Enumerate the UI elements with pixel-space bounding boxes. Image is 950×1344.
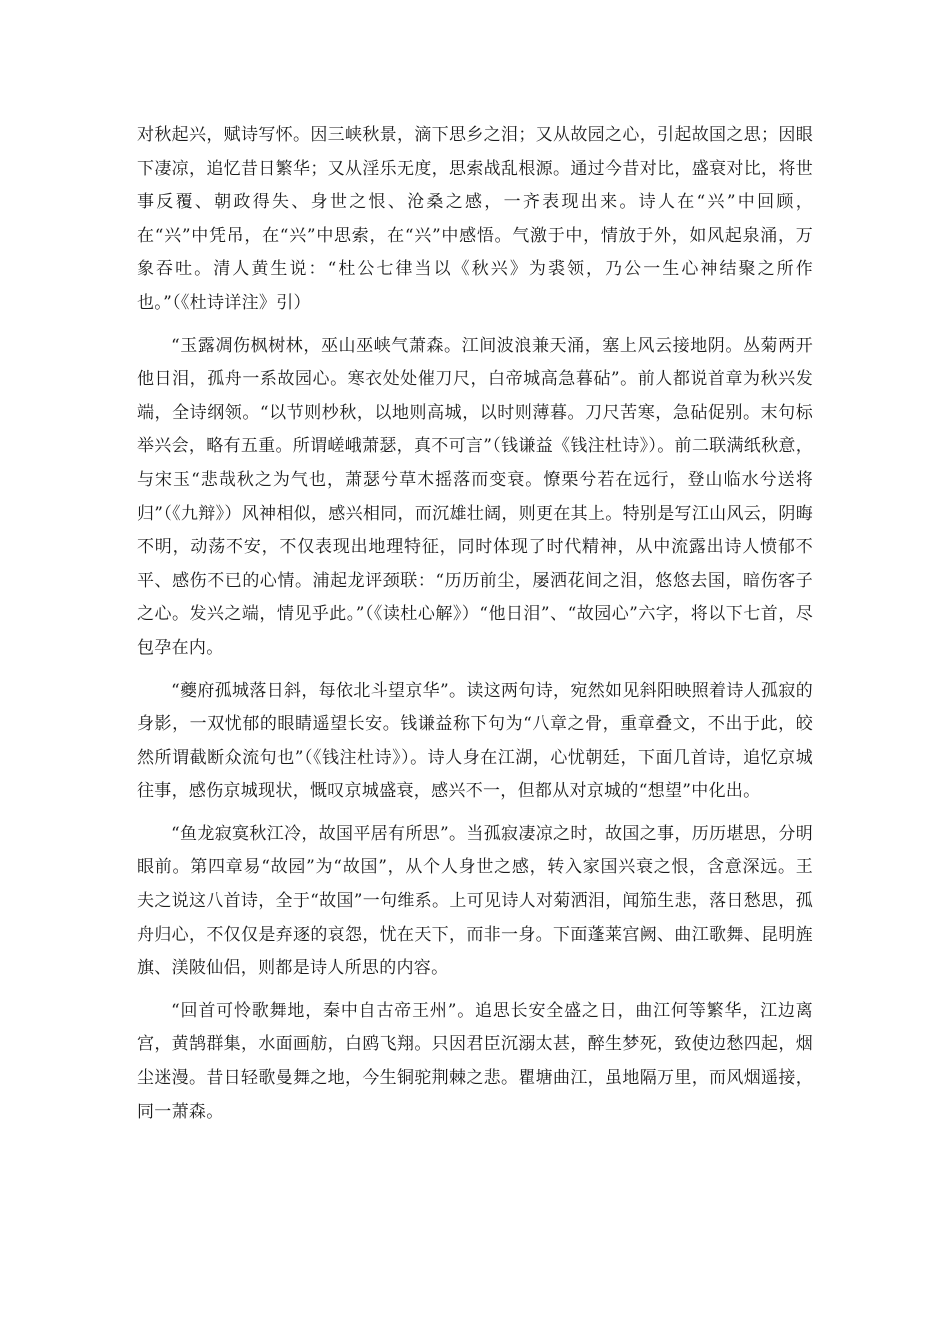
paragraph-song-dance: “回首可怜歌舞地，秦中自古帝王州”。追思长安全盛之日，曲江何等繁华，江边离宫，黄鹄群集，水面画舫，白鸥飞翔。只因君臣沉溺太甚，醉生梦死，致使边愁四起，烟尘迷漫。昔日轻歌曼舞之地，今生铜驼荆棘之悲。瞿塘曲江，虽地隔万里，而风烟遥接，同一萧森。: [137, 1000, 813, 1122]
paragraph-kuifu-city: “夔府孤城落日斜，每依北斗望京华”。读这两句诗，宛然如见斜阳映照着诗人孤寂的身影，一双忧郁的眼睛遥望长安。钱谦益称下句为“八章之骨，重章叠文，不出于此，皎然所谓截断众流句也”（《钱注杜诗》）。诗人身在江湖，心忧朝廷，下面几首诗，追忆京城往事，感伤京城现状，慨叹京城盛衰，感兴不一，但都从对京城的“想望”中化出。: [137, 680, 813, 802]
paragraph-fish-dragon: “鱼龙寂寞秋江冷，故国平居有所思”。当孤寂凄凉之时，故国之事，历历堪思，分明眼前。第四章易“故园”为“故国”，从个人身世之感，转入家国兴衰之恨，含意深远。王夫之说这八首诗，全于“故国”一句维系。上可见诗人对菊洒泪，闻笳生悲，落日愁思，孤舟归心，不仅仅是弃逐的哀怨，忧在天下，而非一身。下面蓬莱宫阙、曲江歌舞、昆明旌旗、渼陂仙侣，则都是诗人所思的内容。: [137, 823, 813, 979]
document-body: [137, 119, 813, 1138]
paragraph-first-poem: “玉露凋伤枫树林，巫山巫峡气萧森。江间波浪兼天涌，塞上风云接地阴。丛菊两开他日泪，孤舟一系故园心。寒衣处处催刀尺，白帝城高急暮砧”。前人都说首章为秋兴发端，全诗纲领。“以节则杪秋，以地则高城，以时则薄暮。刀尺苦寒，急砧促别。末句标举兴会，略有五重。所谓嵯峨萧瑟，真不可言”（钱谦益《钱注杜诗》）。前二联满纸秋意，与宋玉“悲哉秋之为气也，萧瑟兮草木摇落而变衰。憭栗兮若在远行，登山临水兮送将归”（《九辩》）风神相似，感兴相同，而沉雄壮阔，则更在其上。特别是写江山风云，阴晦不明，动荡不安，不仅表现出地理特征，同时体现了时代精神，从中流露出诗人愤郁不平、感伤不已的心情。浦起龙评颈联：“历历前尘，屡洒花间之泪，悠悠去国，暗伤客子之心。发兴之端，情见乎此。”（《读杜心解》）“他日泪”、“故园心”六字，将以下七首，尽包孕在内。: [137, 335, 813, 658]
paragraph-continued: 对秋起兴，赋诗写怀。因三峡秋景，滴下思乡之泪；又从故园之心，引起故国之思；因眼下凄凉，追忆昔日繁华；又从淫乐无度，思索战乱根源。通过今昔对比，盛衰对比，将世事反覆、朝政得失、身世之恨、沧桑之感，一齐表现出来。诗人在“兴”中回顾，在“兴”中凭吊，在“兴”中思索，在“兴”中感悟。气激于中，情放于外，如风起泉涌，万象吞吐。清人黄生说：“杜公七律当以《秋兴》为裘领，乃公一生心神结聚之所作也。”（《杜诗详注》引）: [137, 125, 813, 313]
